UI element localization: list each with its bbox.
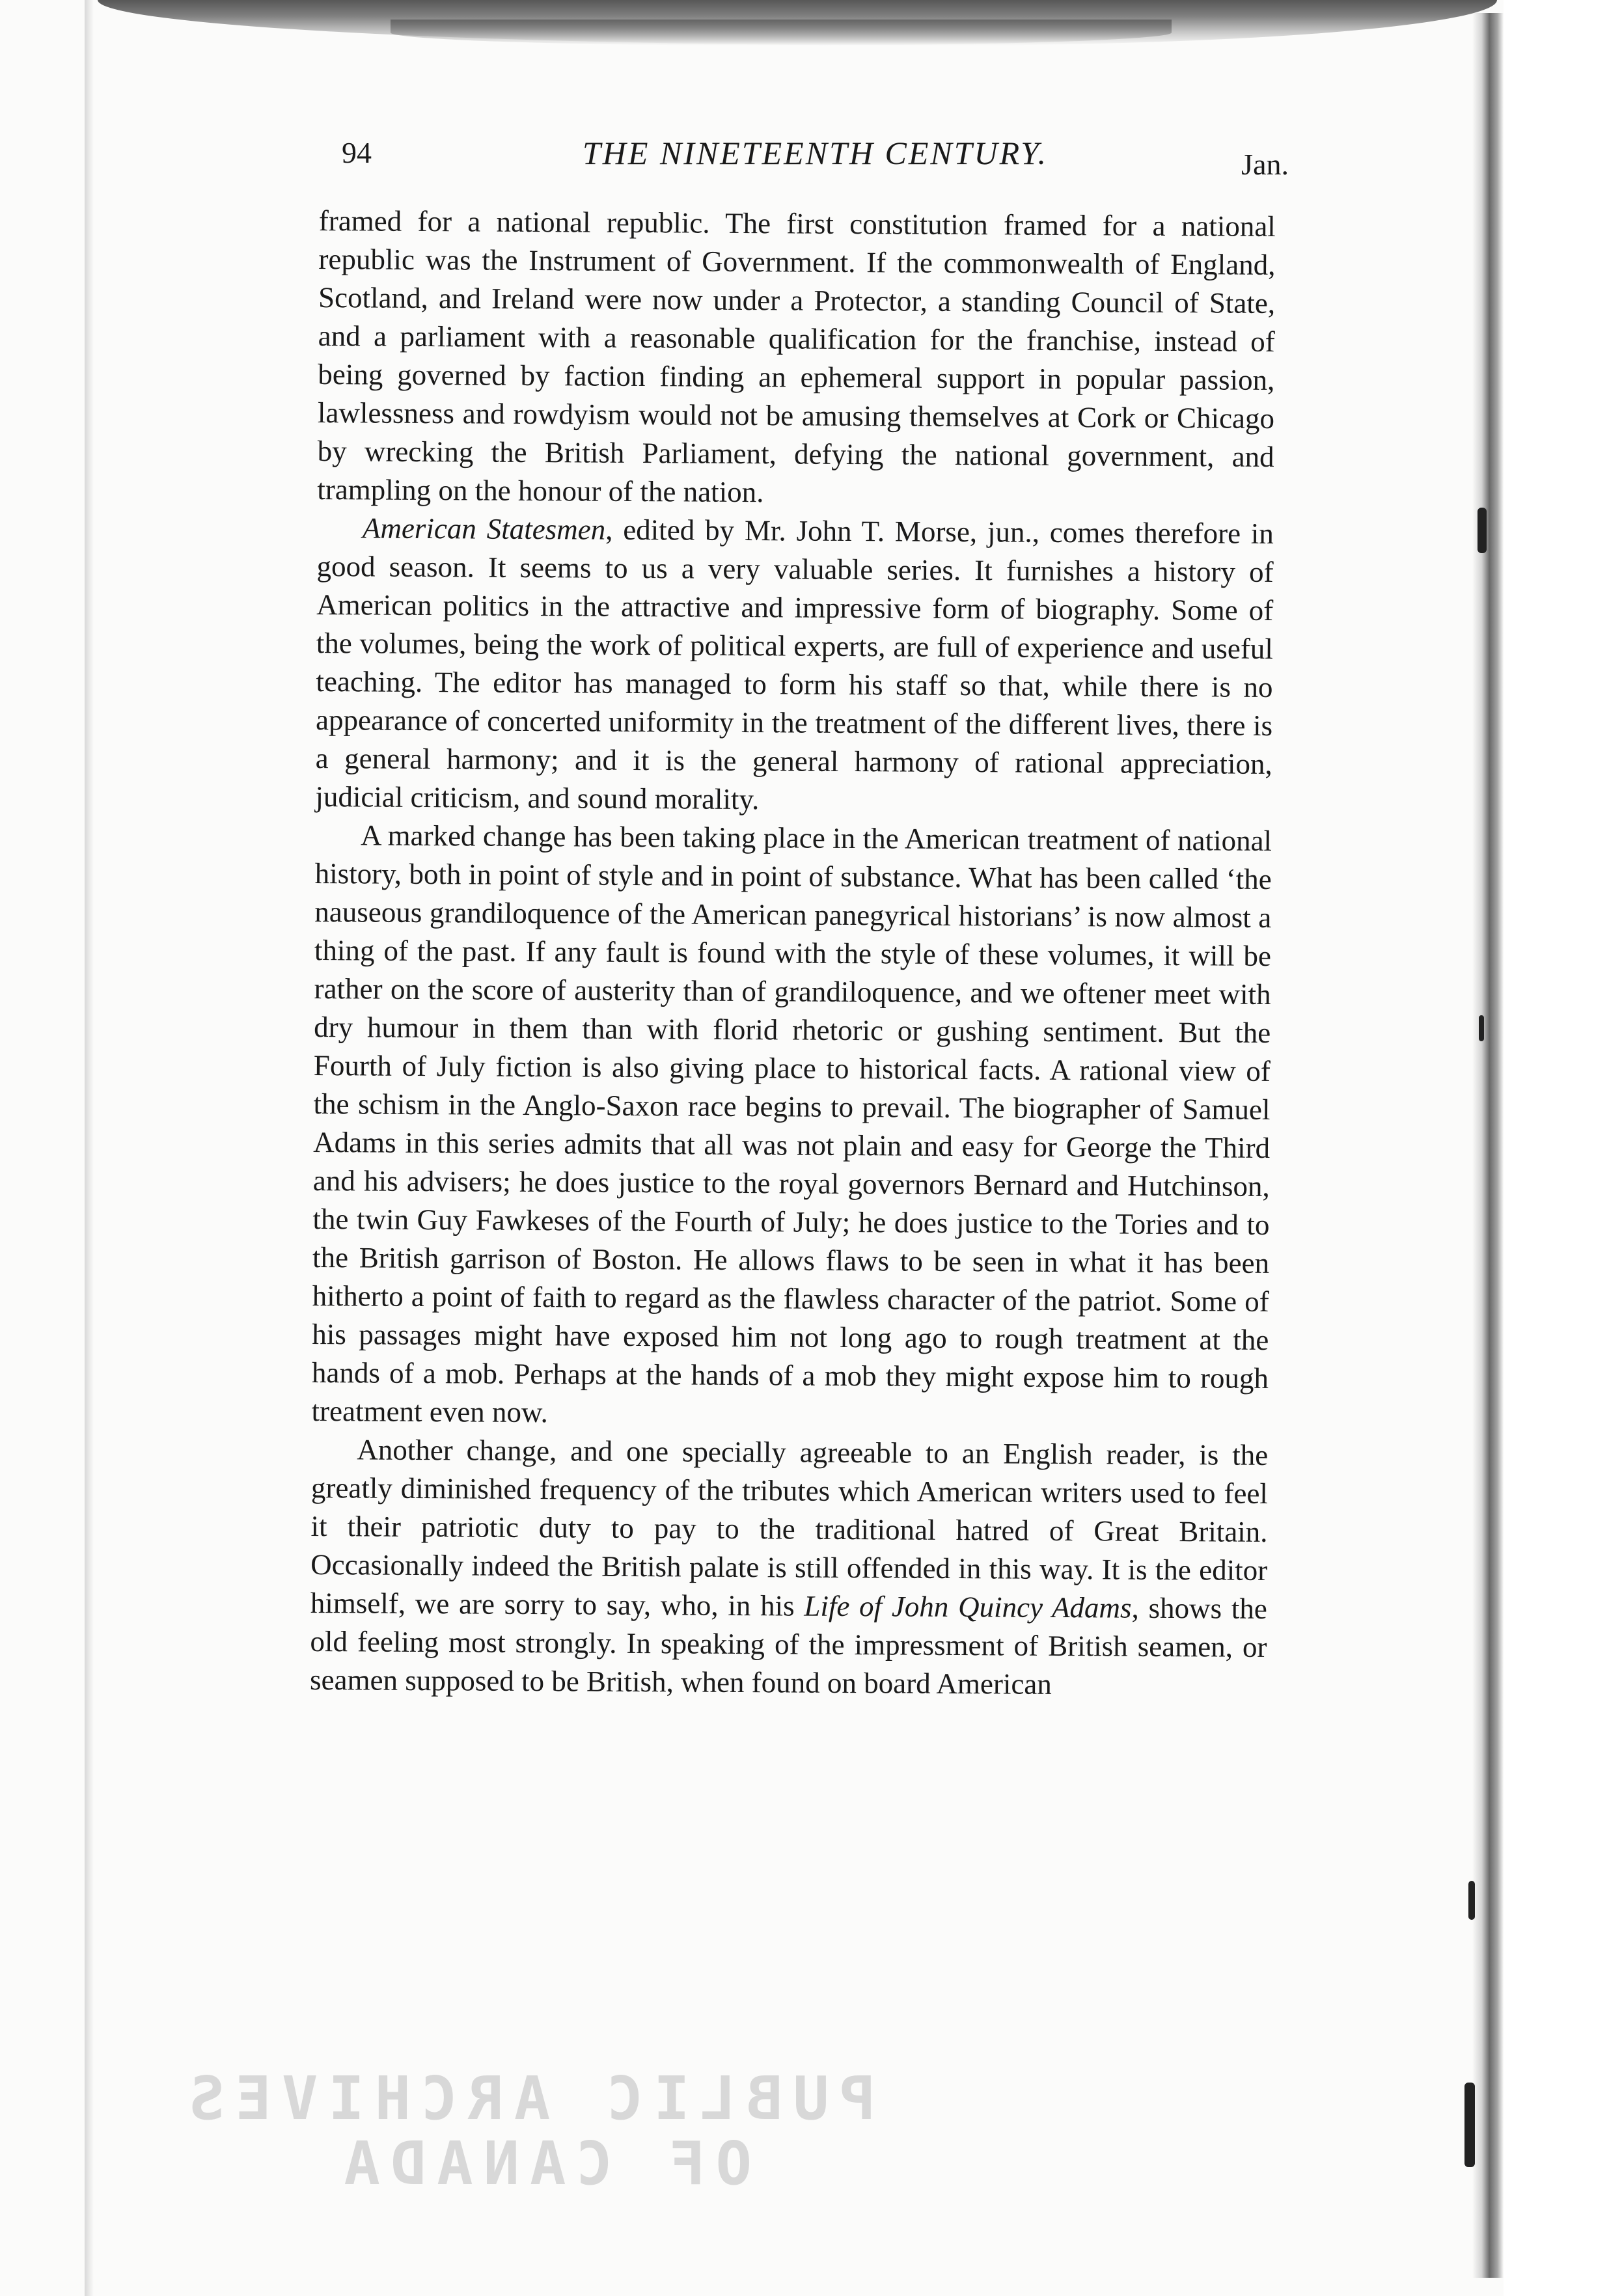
paragraph-4 <box>310 1430 1268 1705</box>
right-margin <box>1504 0 1622 2296</box>
paragraph-1 <box>317 202 1276 515</box>
top-edge-shadow <box>391 20 1172 46</box>
binding-mark <box>1479 1015 1484 1041</box>
stamp-line-2: OF CANADA <box>333 2129 752 2198</box>
stamp-line-1: PUBLIC ARCHIVES <box>178 2064 875 2133</box>
paragraph-text: , edited by Mr. John T. Morse, jun., comes therefore in good season. It seems to us a very valuable series. It furnishes a history of American politics in the attractive and impressive form of biography. Some of the volumes, being the work of political experts, are full of experience and useful teaching. The editor has managed to form his staff so that, while there is no appearance of concerted uniformity in the treatment of the different lives, there is a general harmony; and it is the general harmony of rational appreciation, judicial criticism, and sound morality. <box>315 513 1274 816</box>
paragraph-text-continued: , shows the old feeling most strongly. In speaking of the impressment of British seamen, or seamen supposed to be British, when found on board American <box>309 1591 1267 1701</box>
right-binding-edge <box>1472 13 1504 2278</box>
paragraph-3 <box>311 816 1272 1436</box>
paragraph-text: Another change, and one specially agreeable to an English reader, is the greatly diminished frequency of the tributes which American writers used to feel it their patriotic duty to pay to the traditional hatred of Great Britain. Occasionally indeed the British palate is still offended in this way. It is the editor himself, we are sorry to say, who, in his <box>310 1433 1269 1622</box>
page-number: 94 <box>342 136 372 169</box>
running-head <box>342 127 1289 179</box>
archive-stamp <box>178 2064 875 2203</box>
paragraph-2 <box>315 509 1274 822</box>
binding-mark <box>1464 2083 1475 2167</box>
left-page-edge <box>85 0 94 2296</box>
paragraph-text: A marked change has been taking place in the American treatment of national history, both in point of style and in point of substance. What has been called ‘the nauseous grandiloquence of the American panegyrical historians’ is now almost a thing of the past. If any fault is found with the style of these volumes, it will be rather on the score of austerity than of grandiloquence, and we oftener meet with dry humour in them than with florid rhetoric or gushing sentiment. But the Fourth of July fiction is also giving place to historical facts. A rational view of the schism in the Anglo-Saxon race begins to prevail. The biographer of Samuel Adams in this series admits that all was not plain and easy for George the Third and his advisers; he does justice to the royal governors Bernard and Hutchinson, the twin Guy Fawkeses of the Fourth of July; he does justice to the Tories and to the British garrison of Boston. He allows flaws to be seen in what it has been hitherto a point of faith to regard as the flawless character of the patriot. Some of his passages might have exposed him not long ago to rough treatment at the hands of a mob. Perhaps at the hands of a mob they might expose him to rough treatment even now. <box>311 819 1272 1429</box>
issue-month: Jan. <box>1241 148 1289 181</box>
binding-mark <box>1478 508 1487 553</box>
journal-title: THE NINETEENTH CENTURY. <box>582 135 1049 171</box>
series-title: American Statesmen <box>362 512 606 546</box>
article-body <box>310 202 1276 1705</box>
book-title: Life of John Quincy Adams <box>804 1589 1132 1624</box>
paragraph-text: framed for a national republic. The first constitution framed for a national republic was the Instrument of Government. If the commonwealth of England, Scotland, and Ireland were now under a Protector, a standing Council of State, and a parliament with a reasonable qualification for the franchise, instead of being governed by faction finding an ephemeral support in popular passion, lawlessness and rowdyism would not be amusing themselves at Cork or Chicago by wrecking the British Parliament, defying the national government, and trampling on the honour of the nation. <box>317 204 1276 509</box>
binding-mark <box>1468 1881 1475 1920</box>
